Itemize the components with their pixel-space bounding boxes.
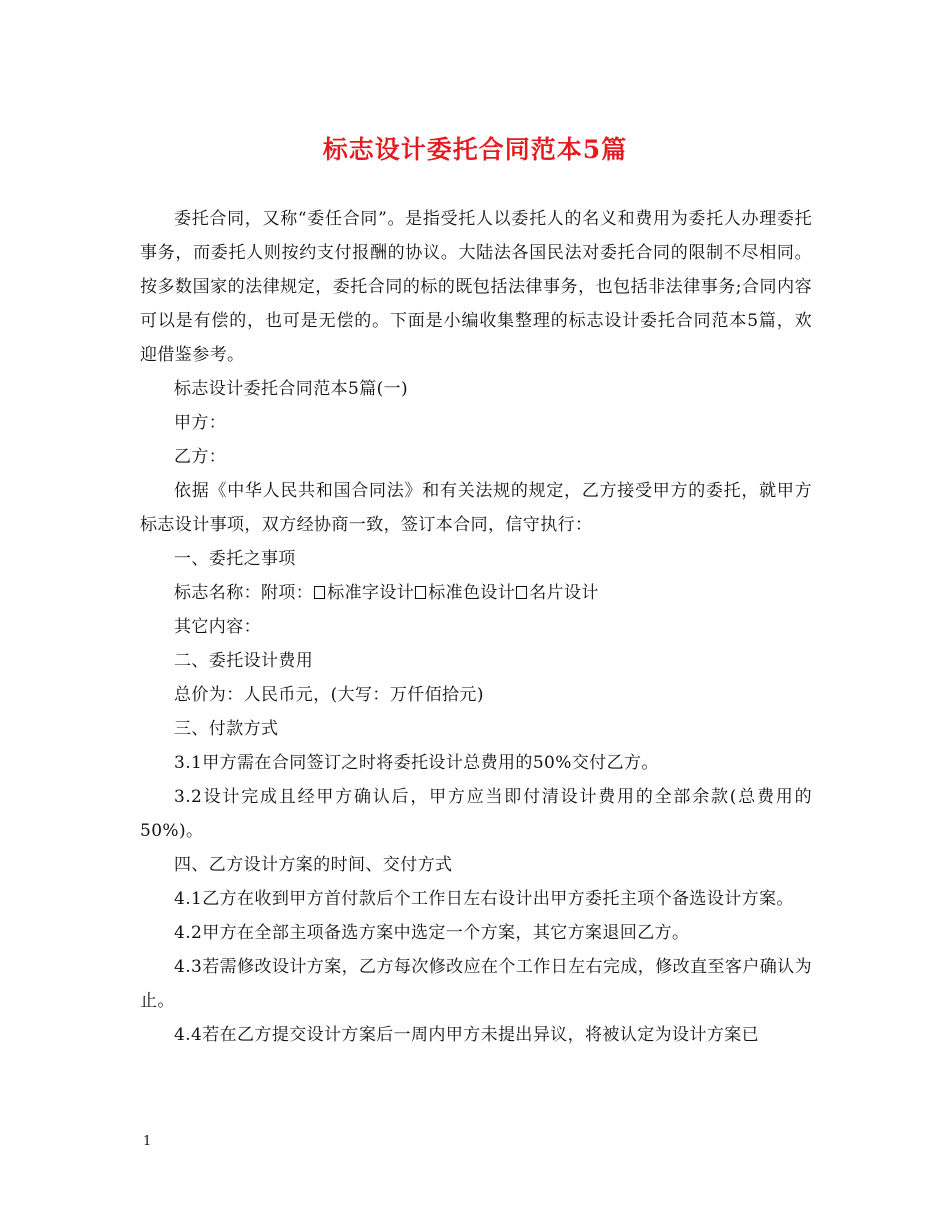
logo-name-prefix: 标志名称：附项： — [174, 583, 314, 603]
intro-paragraph: 委托合同，又称“委任合同”。是指受托人以委托人的名义和费用为委托人办理委托事务，而委托人则按约支付报酬的协议。大陆法各国民法对委托合同的限制不尽相同。按多数国家的法律规定，委托合同的标的既包括法律事务，也包括非法律事务;合同内容可以是有偿的，也可是无偿的。下面是小编收集整理的标志设计委托合同范本5篇，欢迎借鉴参考。 — [140, 209, 812, 365]
clause-4-2: 4.2甲方在全部主项备选方案中选定一个方案，其它方案退回乙方。 — [174, 923, 690, 943]
party-a-line: 甲方： — [174, 413, 227, 433]
logo-name-line — [140, 576, 812, 610]
heading-3: 三、付款方式 — [174, 719, 279, 739]
page-number: 1 — [143, 1134, 152, 1149]
checkbox-icon — [516, 586, 527, 599]
checkbox-icon — [415, 586, 426, 599]
total-price-line: 总价为：人民币元，(大写：万仟佰拾元) — [174, 685, 484, 705]
option-standard-color: 标准色设计 — [428, 583, 516, 603]
document-body — [140, 202, 812, 1052]
option-business-card: 名片设计 — [529, 583, 599, 603]
heading-2: 二、委托设计费用 — [174, 651, 314, 671]
clause-4-1: 4.1乙方在收到甲方首付款后个工作日左右设计出甲方委托主项个备选设计方案。 — [174, 889, 794, 909]
clause-3-2: 3.2设计完成且经甲方确认后，甲方应当即付清设计费用的全部余款(总费用的50%)。 — [140, 787, 812, 841]
option-standard-typeface: 标准字设计 — [327, 583, 415, 603]
other-content-line: 其它内容： — [174, 617, 261, 637]
clause-4-3: 4.3若需修改设计方案，乙方每次修改应在个工作日左右完成，修改直至客户确认为止。 — [140, 957, 812, 1011]
heading-1: 一、委托之事项 — [174, 549, 296, 569]
checkbox-icon — [314, 586, 325, 599]
document-title: 标志设计委托合同范本5篇 — [322, 135, 628, 164]
heading-4: 四、乙方设计方案的时间、交付方式 — [174, 855, 453, 875]
section-heading: 标志设计委托合同范本5篇(一) — [174, 379, 409, 399]
clause-4-4: 4.4若在乙方提交设计方案后一周内甲方未提出异议，将被认定为设计方案已 — [174, 1025, 760, 1045]
basis-paragraph: 依据《中华人民共和国合同法》和有关法规的规定，乙方接受甲方的委托，就甲方标志设计事项，双方经协商一致，签订本合同，信守执行： — [140, 481, 812, 535]
party-b-line: 乙方： — [174, 447, 227, 467]
clause-3-1: 3.1甲方需在合同签订之时将委托设计总费用的50%交付乙方。 — [174, 753, 659, 773]
